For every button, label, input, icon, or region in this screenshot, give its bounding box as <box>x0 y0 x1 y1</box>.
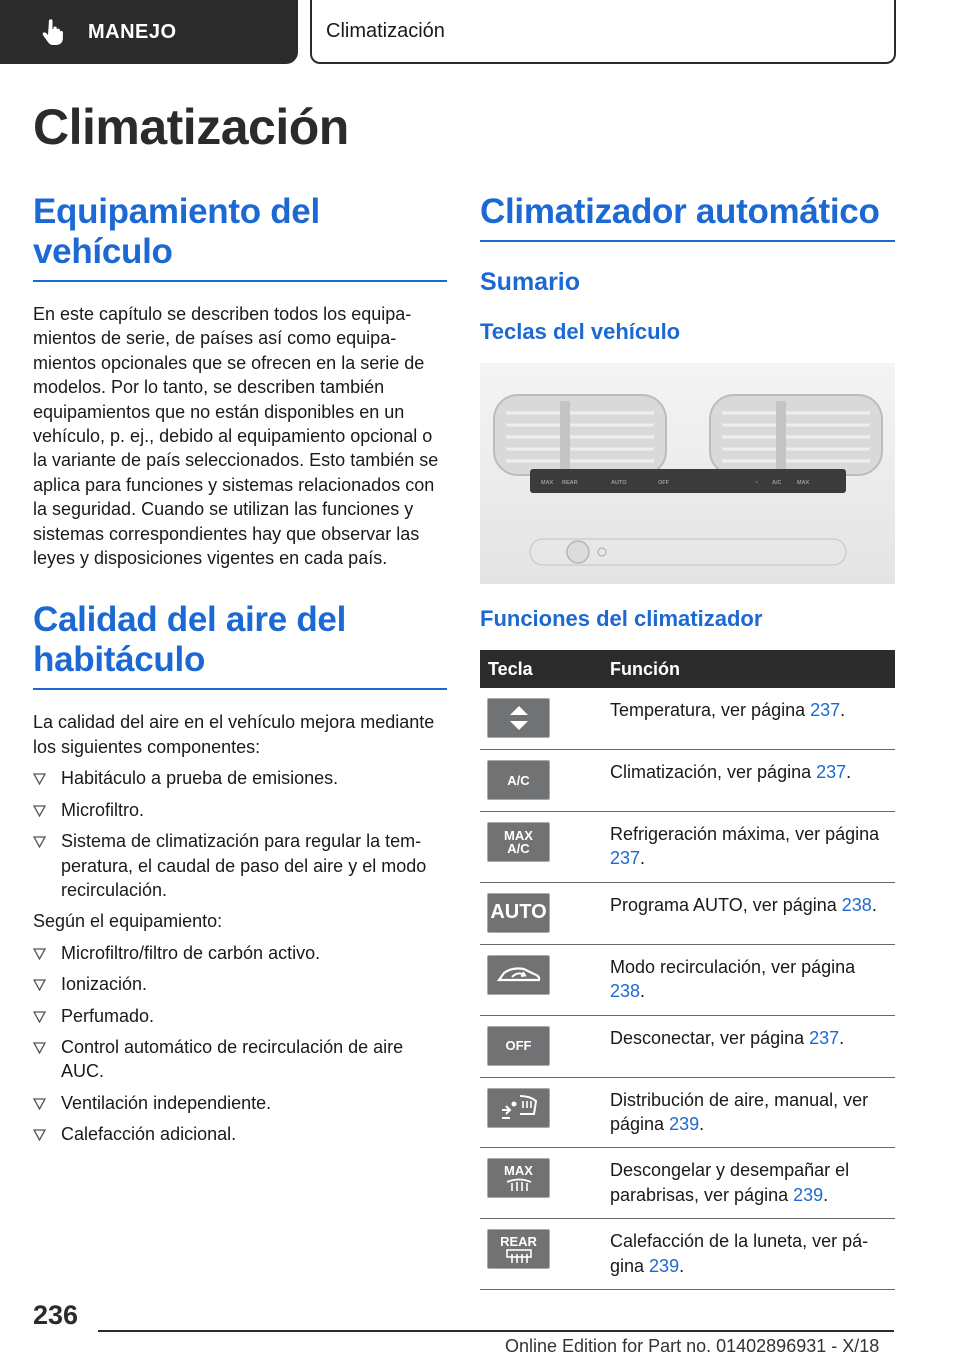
recirculation-icon <box>487 955 550 995</box>
svg-text:MAX: MAX <box>797 480 810 486</box>
page-link[interactable]: 238 <box>841 894 872 915</box>
optional-equipment-list <box>33 941 447 1147</box>
svg-text:OFF: OFF <box>658 480 669 486</box>
table-header-row <box>480 650 895 688</box>
function-cell: Calefacción de la luneta, ver página 239. <box>610 1219 895 1290</box>
page-link[interactable]: 239 <box>649 1255 680 1276</box>
heading-air-quality: Calidad del aire del habitáculo <box>33 600 447 690</box>
page-number: 236 <box>33 1300 79 1330</box>
footer-edition: Online Edition for Part no. 01402896931 - X/18 <box>505 1336 880 1356</box>
function-cell: Climatización, ver página 237. <box>610 750 895 812</box>
table-row <box>480 1015 895 1077</box>
chapter-header <box>310 0 896 64</box>
function-cell: Programa AUTO, ver página 238. <box>610 882 895 944</box>
triangle-bullet-icon <box>33 1098 46 1110</box>
equipment-note: Según el equipamiento: <box>33 911 223 932</box>
auto-key-icon: AUTO <box>487 893 550 933</box>
heading-auto-climate: Climatizador automático <box>480 192 895 242</box>
triangle-bullet-icon <box>33 1129 46 1141</box>
table-row <box>480 1219 895 1290</box>
ac-key-icon: A/C <box>487 760 550 800</box>
svg-text:~: ~ <box>755 480 759 486</box>
function-cell: Modo recirculación, ver página 238. <box>610 944 895 1015</box>
list-item: Microfiltro. <box>33 798 447 822</box>
air-quality-paragraph: La calidad del aire en el vehículo mejora mediante los siguientes componentes: <box>33 712 435 757</box>
function-cell: Refrigeración máxima, ver página 237. <box>610 812 895 883</box>
table-row <box>480 750 895 812</box>
svg-text:REAR: REAR <box>562 480 578 486</box>
column-header-function: Función <box>610 650 895 688</box>
air-distribution-icon <box>487 1088 550 1128</box>
max-ac-key-icon: MAX A/C <box>487 822 550 862</box>
list-item: Ionización. <box>33 972 447 996</box>
column-header-key: Tecla <box>480 650 610 688</box>
rear-defrost-icon: REAR <box>487 1229 550 1269</box>
equipment-paragraph: En este capítulo se describen todos los equipamientos de serie, de países así como equipamientos opcionales que se ofrecen en la serie de modelos. Por lo tanto, se describen también equipamientos que no están disponibles en un vehículo, p. ej., debido al equipamiento opcional o la variante de país seleccionados. Esto también se aplica para funciones y sistemas relacionados con la seguridad. Cuando se utilizan las funciones y sistemas correspondientes hay que observar las leyes y disposiciones vigentes en cada país. <box>33 304 439 569</box>
function-cell: Descongelar y desempañar el parabrisas, ver página 239. <box>610 1148 895 1219</box>
table-row <box>480 944 895 1015</box>
triangle-bullet-icon <box>33 979 46 991</box>
triangle-bullet-icon <box>33 1011 46 1023</box>
triangle-bullet-icon <box>33 1042 46 1054</box>
max-defrost-icon: MAX <box>487 1158 550 1198</box>
page-link[interactable]: 237 <box>810 700 841 720</box>
heading-climate-functions: Funciones del climatizador <box>480 606 763 631</box>
page-link[interactable]: 237 <box>610 848 641 869</box>
list-item: Ventilación independiente. <box>33 1091 447 1115</box>
chapter-header-label: Climatización <box>326 19 445 42</box>
page-title: Climatización <box>33 99 349 155</box>
list-item: Sistema de climatización para regular la temperatura, el caudal de paso del aire y el modo recirculación. <box>33 829 447 902</box>
climate-panel-illustration <box>480 363 895 584</box>
hand-pointer-icon <box>42 18 66 46</box>
temperature-arrows-icon <box>487 698 550 738</box>
list-item: Habitáculo a prueba de emisiones. <box>33 766 447 790</box>
table-row <box>480 812 895 883</box>
page-link[interactable]: 237 <box>816 762 847 782</box>
svg-text:AUTO: AUTO <box>611 480 627 486</box>
section-tab-label: MANEJO <box>88 20 177 43</box>
list-item: Microfiltro/filtro de carbón activo. <box>33 941 447 965</box>
svg-text:A/C: A/C <box>772 480 782 486</box>
list-item: Control automático de recirculación de aire AUC. <box>33 1035 447 1084</box>
table-row <box>480 1077 895 1148</box>
off-key-icon: OFF <box>487 1026 550 1066</box>
left-column <box>33 192 447 1154</box>
table-row <box>480 688 895 750</box>
section-tab <box>0 0 298 64</box>
triangle-bullet-icon <box>33 948 46 960</box>
climate-control-panel-photo <box>480 363 895 584</box>
climate-functions-table <box>480 650 895 1290</box>
function-cell: Distribución de aire, manual, ver página 239. <box>610 1077 895 1148</box>
function-cell: Desconectar, ver página 237. <box>610 1015 895 1077</box>
air-quality-list <box>33 766 447 902</box>
table-row <box>480 1148 895 1219</box>
footer-divider <box>98 1330 894 1332</box>
function-cell: Temperatura, ver página 237. <box>610 688 895 750</box>
heading-sumario: Sumario <box>480 268 581 296</box>
table-row <box>480 882 895 944</box>
triangle-bullet-icon <box>33 773 46 785</box>
triangle-bullet-icon <box>33 836 46 848</box>
heading-vehicle-buttons: Teclas del vehículo <box>480 319 681 344</box>
list-item: Calefacción adicional. <box>33 1122 447 1146</box>
right-column <box>480 192 895 1290</box>
list-item: Perfumado. <box>33 1004 447 1028</box>
heading-equipment: Equipamiento del vehículo <box>33 192 447 282</box>
svg-text:MAX: MAX <box>541 480 554 486</box>
triangle-bullet-icon <box>33 805 46 817</box>
page-link[interactable]: 239 <box>669 1114 700 1135</box>
page-link[interactable]: 239 <box>793 1184 824 1205</box>
page-link[interactable]: 237 <box>809 1027 840 1048</box>
page-link[interactable]: 238 <box>610 981 641 1002</box>
